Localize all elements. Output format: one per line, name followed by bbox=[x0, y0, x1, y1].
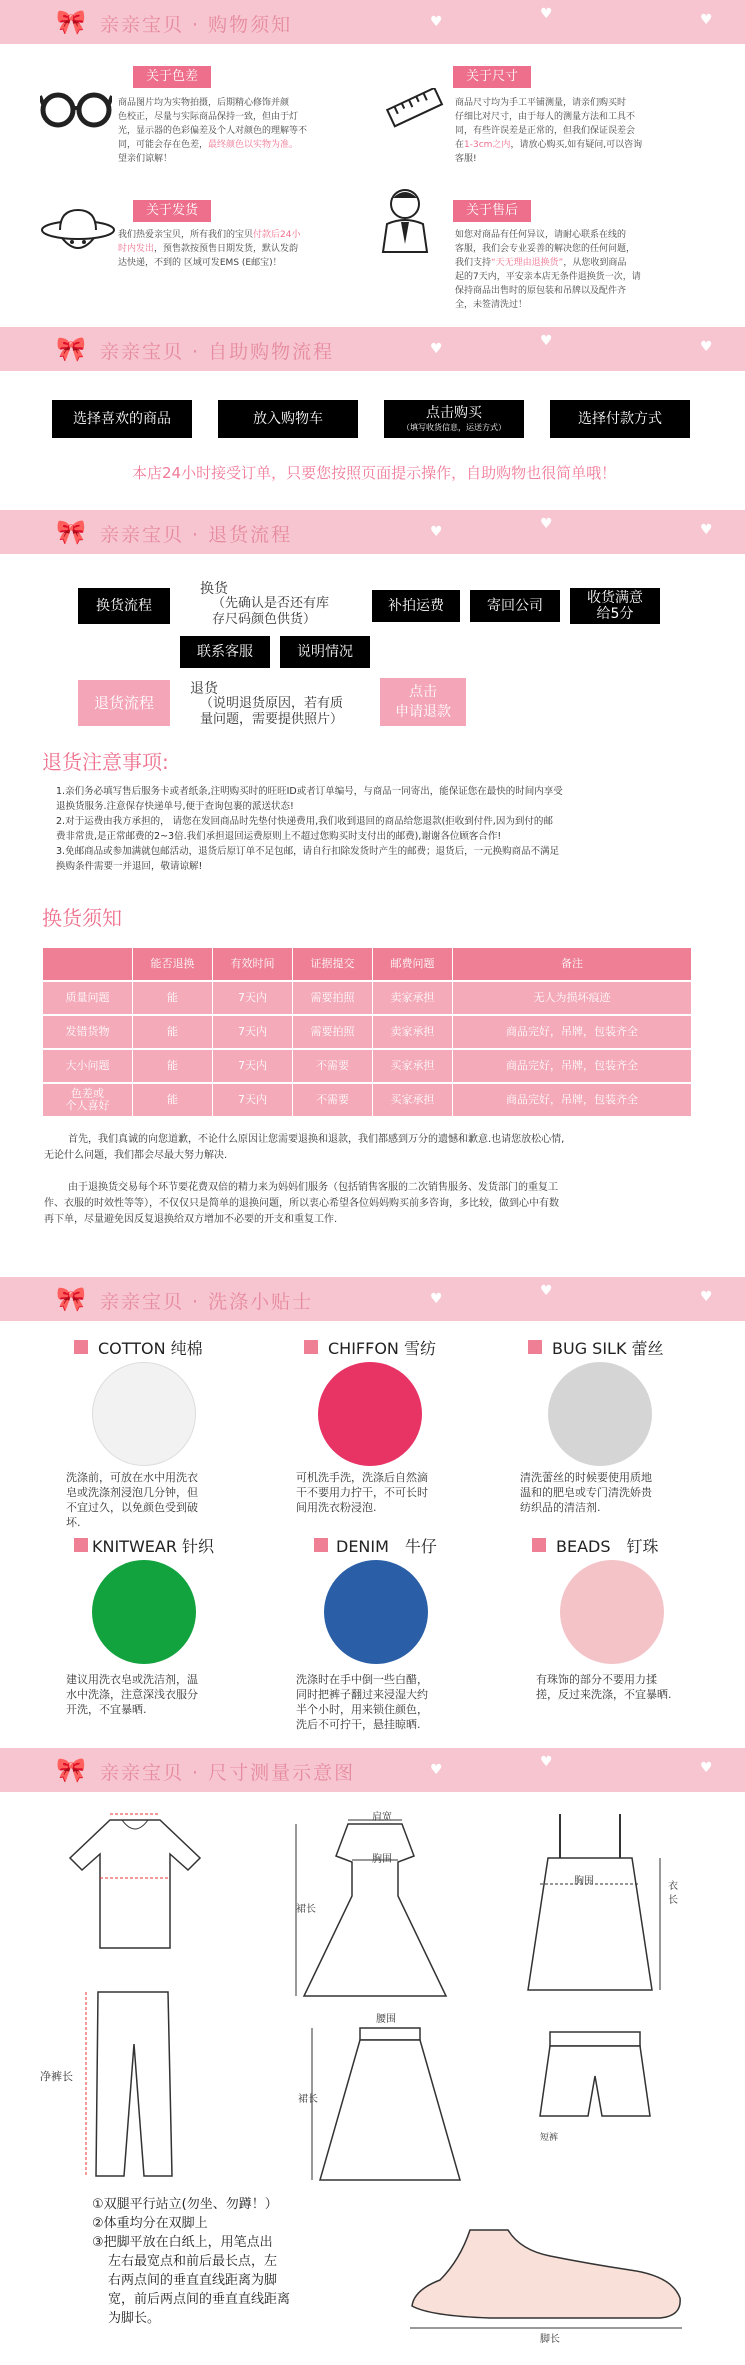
heart-icon: ♥ bbox=[430, 14, 443, 30]
fabric-denim-text: 洗涤时在手中倒一些白醋， 同时把裤子翻过来浸湿大约 半个小时，用来锁住颜色， 洗后不可拧干，悬挂晾晒. bbox=[296, 1673, 428, 1731]
fabric-bullet bbox=[532, 1538, 546, 1552]
shorts-diagram bbox=[530, 2026, 660, 2126]
heart-icon: ♥ bbox=[700, 1289, 713, 1305]
heart-icon: ♥ bbox=[700, 1760, 713, 1776]
heart-icon: ♥ bbox=[430, 1762, 443, 1778]
fabric-bullet bbox=[304, 1340, 318, 1354]
flow-step-2: 放入购物车 bbox=[218, 400, 358, 438]
table-header: 能否退换 有效时间 证据提交 邮费问题 备注 bbox=[43, 948, 691, 980]
banner-title: 亲亲宝贝 · 自助购物流程 bbox=[100, 341, 335, 363]
glasses-icon bbox=[40, 86, 112, 130]
receive-box: 收货满意 给5分 bbox=[570, 588, 660, 624]
chiffon-swatch bbox=[318, 1362, 422, 1466]
flow-step-4: 选择付款方式 bbox=[550, 400, 690, 438]
banner-size-diagram bbox=[0, 1748, 745, 1792]
banner-title: 亲亲宝贝 · 购物须知 bbox=[100, 14, 293, 36]
heart-icon: ♥ bbox=[430, 1291, 443, 1307]
fabric-denim-title: DENIM 牛仔 bbox=[336, 1537, 437, 1556]
cotton-swatch bbox=[92, 1362, 196, 1466]
exchange-para-2: 由于退换货交易每个环节要花费双倍的精力来为妈妈们服务（包括销售客服的二次销售服务、发货部门的重复工 作、衣服的时效性等等），不仅仅只是简单的退换问题，所以衷心希望各位妈妈购买前多咨询，多比较，做到心中有数 再下单，尽量避免因反复退换给双方增加不必要的开支和重复工作. bbox=[44, 1182, 559, 1225]
bow-icon: 🎀 bbox=[56, 8, 86, 36]
heart-icon: ♥ bbox=[430, 524, 443, 540]
table-row: 大小问题 能 7天内 不需要 买家承担 商品完好，吊牌，包装齐全 bbox=[43, 1050, 691, 1082]
bow-icon: 🎀 bbox=[56, 1285, 86, 1313]
pants-diagram bbox=[68, 1984, 198, 2184]
exchange-para-1: 首先，我们真诚的向您道歉，不论什么原因让您需要退换和退款，我们都感到万分的遗憾和歉意.也请您放松心情, 无论什么问题，我们都会尽最大努力解决. bbox=[44, 1134, 565, 1161]
flow-note: 本店24小时接受订单，只要您按照页面提示操作，自助购物也很简单哦！ bbox=[132, 464, 617, 482]
denim-swatch bbox=[324, 1560, 428, 1664]
return-label: 退货 bbox=[190, 681, 218, 697]
ship-title: 关于发货 bbox=[133, 200, 211, 222]
flow-step-3: 点击购买 （填写收货信息，运送方式） bbox=[384, 400, 524, 438]
pants-length-label: 净裤长 bbox=[40, 2070, 73, 2083]
size-title: 关于尺寸 bbox=[453, 66, 531, 88]
chest-label: 胸围 bbox=[372, 1854, 392, 1865]
ruler-icon bbox=[385, 88, 445, 128]
table-row: 质量问题 能 7天内 需要拍照 卖家承担 无人为损坏痕迹 bbox=[43, 982, 691, 1014]
heart-icon: ♥ bbox=[540, 1283, 553, 1299]
heart-icon: ♥ bbox=[430, 341, 443, 357]
exchange-flow-box: 换货流程 bbox=[78, 588, 170, 624]
banner-title: 亲亲宝贝 · 尺寸测量示意图 bbox=[100, 1762, 356, 1784]
send-company-box: 寄回公司 bbox=[470, 590, 560, 622]
banner-self-service bbox=[0, 327, 745, 371]
fabric-bullet bbox=[74, 1340, 88, 1354]
foot-length-label: 脚长 bbox=[540, 2334, 560, 2345]
bow-icon: 🎀 bbox=[56, 1756, 86, 1784]
banner-shopping-notice bbox=[0, 0, 745, 44]
silk-swatch bbox=[548, 1362, 652, 1466]
exchange-notice-title: 换货须知 bbox=[42, 906, 122, 930]
banner-title: 亲亲宝贝 · 退货流程 bbox=[100, 524, 293, 546]
table-row: 发错货物 能 7天内 需要拍照 卖家承担 商品完好，吊牌，包装齐全 bbox=[43, 1016, 691, 1048]
ship-text: 我们热爱亲宝贝，所有我们的宝贝付款后24小 时内发出，预售款按预售日期发货，默认发韵 达快递，不到的 区域可发EMS (E邮宝)！ bbox=[118, 230, 301, 268]
fabric-chiffon-title: CHIFFON 雪纺 bbox=[328, 1339, 436, 1358]
color-text: 商品图片均为实物拍摄，后期精心修饰并颜 色校正，尽量与实际商品保持一致，但由于灯 光，显示器的色彩偏差及个人对颜色的理解等不 同，可能会存在色差，最终颜色以实物为准。 望亲们谅解！ bbox=[118, 98, 308, 164]
fabric-beads-title: BEADS 钉珠 bbox=[556, 1537, 659, 1556]
fabric-knit-title: KNITWEAR 针织 bbox=[92, 1537, 215, 1556]
camisole-diagram bbox=[520, 1808, 670, 1998]
fabric-cotton-title: COTTON 纯棉 bbox=[98, 1339, 203, 1358]
camisole-length-label: 衣长 bbox=[668, 1881, 678, 1906]
staff-icon bbox=[375, 186, 435, 256]
heart-icon: ♥ bbox=[700, 339, 713, 355]
after-text: 如您对商品有任何异议，请耐心联系在线的 客服，我们会专业妥善的解决您的任何问题， 我们支持“天无理由退换货”，从您收到商品 起的7天内，平安亲本店无条件退换货一次，请 保持商品出售时的原包装和吊牌以及配件齐 全，未签清洗过！ bbox=[455, 230, 641, 310]
size-text: 商品尺寸均为手工平铺测量，请亲们购买时 仔细比对尺寸，由于每人的测量方法和工具不 同，有些许误差是正常的，但我们保证误差会 在1-3cm之内，请放心购买,如有疑问,可以咨询 客服! bbox=[455, 98, 643, 164]
blouse-diagram bbox=[60, 1808, 210, 1958]
knit-swatch bbox=[92, 1560, 196, 1664]
exchange-label: 换货 bbox=[200, 581, 228, 597]
after-title: 关于售后 bbox=[453, 200, 531, 222]
waist-label: 腰围 bbox=[376, 2014, 396, 2025]
heart-icon: ♥ bbox=[540, 1754, 553, 1770]
foot-instructions: ①双腿平行站立(勿坐、勿蹲！） ②体重均分在双脚上 ③把脚平放在白纸上，用笔点出 左右最宽点和前后最长点，左 右两点间的垂直直线距离为脚 宽，前后两点间的垂直直线距离 为脚长。 bbox=[92, 2197, 291, 2326]
explain-box: 说明情况 bbox=[280, 636, 370, 668]
contact-box: 联系客服 bbox=[180, 636, 270, 668]
color-title: 关于色差 bbox=[133, 66, 211, 88]
return-desc: （说明退货原因，若有质 量问题，需要提供照片） bbox=[200, 696, 344, 727]
table-row: 色差或 个人喜好 能 7天内 不需要 买家承担 商品完好，吊牌，包装齐全 bbox=[43, 1084, 691, 1116]
shorts-label: 短裤 bbox=[540, 2133, 559, 2143]
return-notes-list: 1.亲们务必填写售后服务卡或者纸条,注明购买时的旺旺ID或者订单编号，与商品一同寄出，能保证您在最快的时间内享受 退换货服务.注意保存快递单号,便于查询包裹的派送状态! 2.对于运费由我方承担的， 请您在发回商品时先垫付快递费用,我们收到退回的商品给您退款(拒收到付件,因为到付的邮 费非常贵,是正常邮费的2~3倍.我们承担退回运费原则上不超过您购买时支付出的邮费),谢谢各位顾客合作! 3.免邮商品或参加满就包邮活动，退货后原订单不足包邮，请自行扣除发货时产生的邮费；退货后，一元换购商品不满足 换购条件需要一并退回，敬请谅解! bbox=[56, 786, 563, 872]
shoulder-label: 肩宽 bbox=[372, 1812, 392, 1823]
return-flow-box: 退货流程 bbox=[78, 680, 170, 726]
heart-icon: ♥ bbox=[700, 12, 713, 28]
heart-icon: ♥ bbox=[700, 522, 713, 538]
fabric-beads-text: 有珠饰的部分不要用力揉 搓，反过来洗涤，不宜暴晒. bbox=[536, 1673, 672, 1701]
skirt-length-label: 裙长 bbox=[296, 1904, 316, 1915]
fabric-knit-text: 建议用洗衣皂或洗洁剂，温 水中洗涤，注意深浅衣服分 开洗，不宜暴晒. bbox=[66, 1673, 198, 1716]
fabric-silk-title: BUG SILK 蕾丝 bbox=[552, 1339, 664, 1358]
bow-icon: 🎀 bbox=[56, 518, 86, 546]
skirt-length-label-2: 裙长 bbox=[298, 2094, 318, 2105]
bow-icon: 🎀 bbox=[56, 335, 86, 363]
flow-step-1: 选择喜欢的商品 bbox=[52, 400, 192, 438]
camisole-chest-label: 胸围 bbox=[574, 1876, 594, 1887]
heart-icon: ♥ bbox=[540, 6, 553, 22]
return-notes-title: 退货注意事项: bbox=[42, 750, 169, 774]
fabric-bullet bbox=[528, 1340, 542, 1354]
pay-shipping-box: 补拍运费 bbox=[372, 590, 460, 622]
banner-title: 亲亲宝贝 · 洗涤小贴士 bbox=[100, 1291, 314, 1313]
exchange-desc: （先确认是否还有库 存尺码颜色供货） bbox=[212, 596, 330, 627]
heart-icon: ♥ bbox=[540, 333, 553, 349]
foot-diagram bbox=[400, 2220, 700, 2340]
beads-swatch bbox=[560, 1560, 664, 1664]
fabric-bullet bbox=[74, 1538, 88, 1552]
fabric-cotton-text: 洗涤前，可放在水中用洗衣 皂或洗涤剂浸泡几分钟，但 不宜过久，以免颜色受到破 坏. bbox=[66, 1471, 198, 1529]
banner-washing-tips bbox=[0, 1277, 745, 1321]
fabric-chiffon-text: 可机洗手洗，洗涤后自然滴 干不要用力拧干，不可长时 间用洗衣粉浸泡. bbox=[296, 1471, 428, 1514]
apply-refund-box: 点击 申请退款 bbox=[380, 678, 466, 726]
fabric-bullet bbox=[314, 1538, 328, 1552]
hat-lady-icon bbox=[38, 200, 118, 260]
skirt-diagram bbox=[310, 2020, 470, 2190]
fabric-silk-text: 清洗蕾丝的时候要使用质地 温和的肥皂或专门清洗娇贵 纺织品的清洁剂. bbox=[520, 1471, 652, 1514]
heart-icon: ♥ bbox=[540, 516, 553, 532]
banner-return-flow bbox=[0, 510, 745, 554]
